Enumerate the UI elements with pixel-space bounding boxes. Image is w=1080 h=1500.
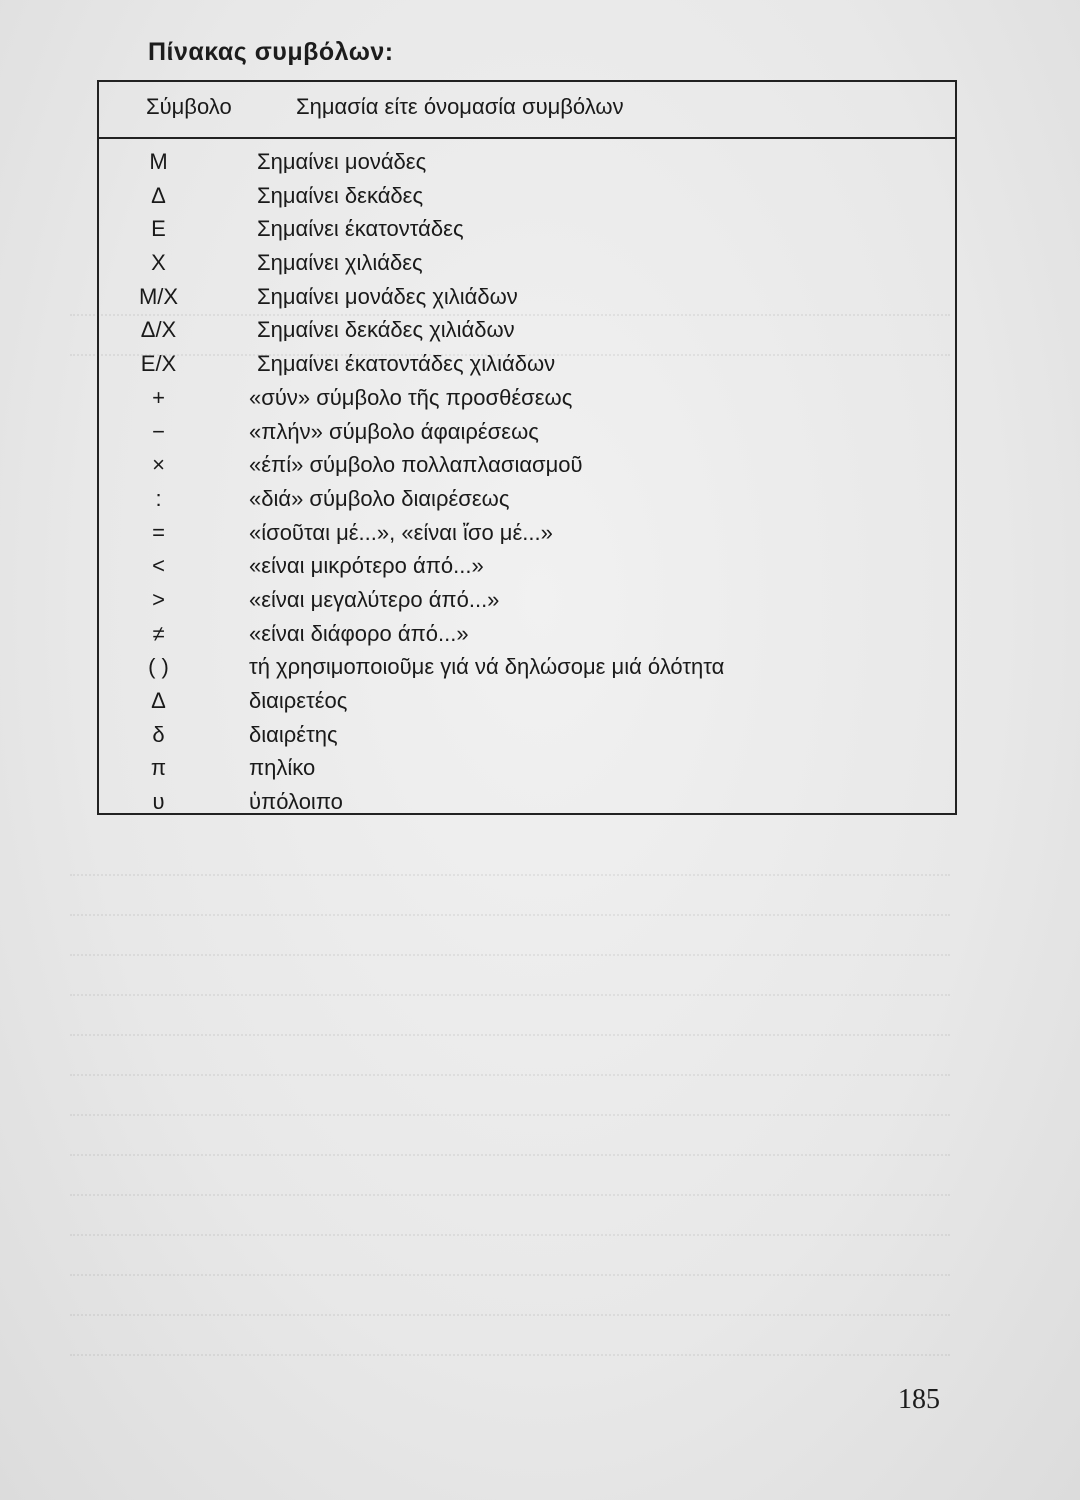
meaning-cell: Σημαίνει μονάδες xyxy=(257,149,427,174)
meaning-cell: Σημαίνει μονάδες χιλιάδων xyxy=(257,283,518,309)
meaning-cell: Σημαίνει χιλιάδες xyxy=(257,250,423,276)
symbol-cell: π xyxy=(150,755,167,781)
bleed-through-line xyxy=(70,900,950,916)
bleed-through-line xyxy=(70,1220,950,1236)
meaning-cell: Σημαίνει δεκάδες χιλιάδων xyxy=(257,317,515,343)
bleed-through-line xyxy=(70,1020,950,1036)
table-row xyxy=(99,280,955,314)
table-row xyxy=(99,751,955,785)
meaning-cell: διαιρέτης xyxy=(249,721,338,747)
table-row xyxy=(99,179,955,213)
meaning-cell: «έπί» σύμβολο πολλαπλασιασμοῦ xyxy=(249,452,583,478)
symbol-cell: + xyxy=(152,384,165,410)
table-header xyxy=(99,82,955,139)
meaning-cell: Σημαίνει δεκάδες xyxy=(257,182,424,208)
meaning-cell: «είναι διάφορο άπό...» xyxy=(249,620,469,646)
symbol-cell: × xyxy=(152,452,165,478)
symbol-cell: Μ/Χ xyxy=(138,283,179,309)
table-row xyxy=(99,246,955,280)
meaning-cell: διαιρετέος xyxy=(249,688,348,713)
symbol-cell: Ε xyxy=(151,216,166,242)
bleed-through-line xyxy=(70,1140,950,1156)
meaning-cell: πηλίκο xyxy=(249,755,316,781)
table-row xyxy=(99,684,955,718)
table-row xyxy=(99,718,955,752)
symbol-cell: Δ xyxy=(151,182,166,208)
bleed-through-line xyxy=(70,1340,950,1356)
page-number: 185 xyxy=(898,1384,940,1415)
page-title: Πίνακας συμβόλων: xyxy=(148,38,394,66)
header-symbol: Σύμβολο xyxy=(146,94,232,119)
table-body xyxy=(99,145,955,819)
symbol-cell: Μ xyxy=(149,149,168,174)
table-row xyxy=(99,583,955,617)
bleed-through-line xyxy=(70,980,950,996)
symbol-cell: υ xyxy=(152,789,165,815)
bleed-through-line xyxy=(70,1260,950,1276)
table-row xyxy=(99,145,955,179)
symbol-cell: δ xyxy=(152,721,165,747)
meaning-cell: «σύν» σύμβολο τῆς προσθέσεως xyxy=(249,384,573,410)
table-row xyxy=(99,650,955,684)
symbol-cell: ( ) xyxy=(148,654,169,680)
symbol-cell: = xyxy=(152,519,165,545)
symbol-cell: − xyxy=(152,418,165,444)
table-row xyxy=(99,381,955,415)
symbol-cell: ≠ xyxy=(152,620,165,646)
bleed-through-line xyxy=(70,940,950,956)
symbol-cell: Δ xyxy=(151,688,166,713)
meaning-cell: τή χρησιμοποιοῦμε γιά νά δηλώσομε μιά όλότητα xyxy=(249,654,725,680)
header-meaning: Σημασία είτε όνομασία συμβόλων xyxy=(296,94,624,119)
meaning-cell: «είναι μεγαλύτερο άπό...» xyxy=(249,586,500,612)
bleed-through-line xyxy=(70,1180,950,1196)
table-row xyxy=(99,516,955,550)
symbols-table xyxy=(97,80,957,815)
table-row xyxy=(99,415,955,449)
symbol-cell: < xyxy=(152,553,165,579)
bleed-through-line xyxy=(70,860,950,876)
meaning-cell: Σημαίνει έκατοντάδες χιλιάδων xyxy=(257,351,556,377)
table-row xyxy=(99,313,955,347)
table-row xyxy=(99,448,955,482)
bleed-through-line xyxy=(70,1300,950,1316)
bleed-through-line xyxy=(70,1100,950,1116)
symbol-cell: > xyxy=(152,586,165,612)
table-row xyxy=(99,212,955,246)
meaning-cell: «είναι μικρότερο άπό...» xyxy=(249,553,484,579)
meaning-cell: «ίσοῦται μέ...», «είναι ἴσο μέ...» xyxy=(249,519,553,545)
table-row xyxy=(99,347,955,381)
table-row xyxy=(99,482,955,516)
meaning-cell: «πλήν» σύμβολο άφαιρέσεως xyxy=(249,418,539,444)
symbol-cell: Ε/Χ xyxy=(140,351,177,377)
bleed-through-line xyxy=(70,1060,950,1076)
meaning-cell: «διά» σύμβολο διαιρέσεως xyxy=(249,485,510,511)
symbol-cell: Δ/Χ xyxy=(140,317,177,343)
table-row xyxy=(99,785,955,819)
meaning-cell: Σημαίνει έκατοντάδες xyxy=(257,216,464,242)
table-row xyxy=(99,549,955,583)
table-row xyxy=(99,617,955,651)
symbol-cell: Χ xyxy=(151,250,166,276)
symbol-cell: : xyxy=(155,485,162,511)
meaning-cell: ὑπόλοιπο xyxy=(249,789,343,815)
